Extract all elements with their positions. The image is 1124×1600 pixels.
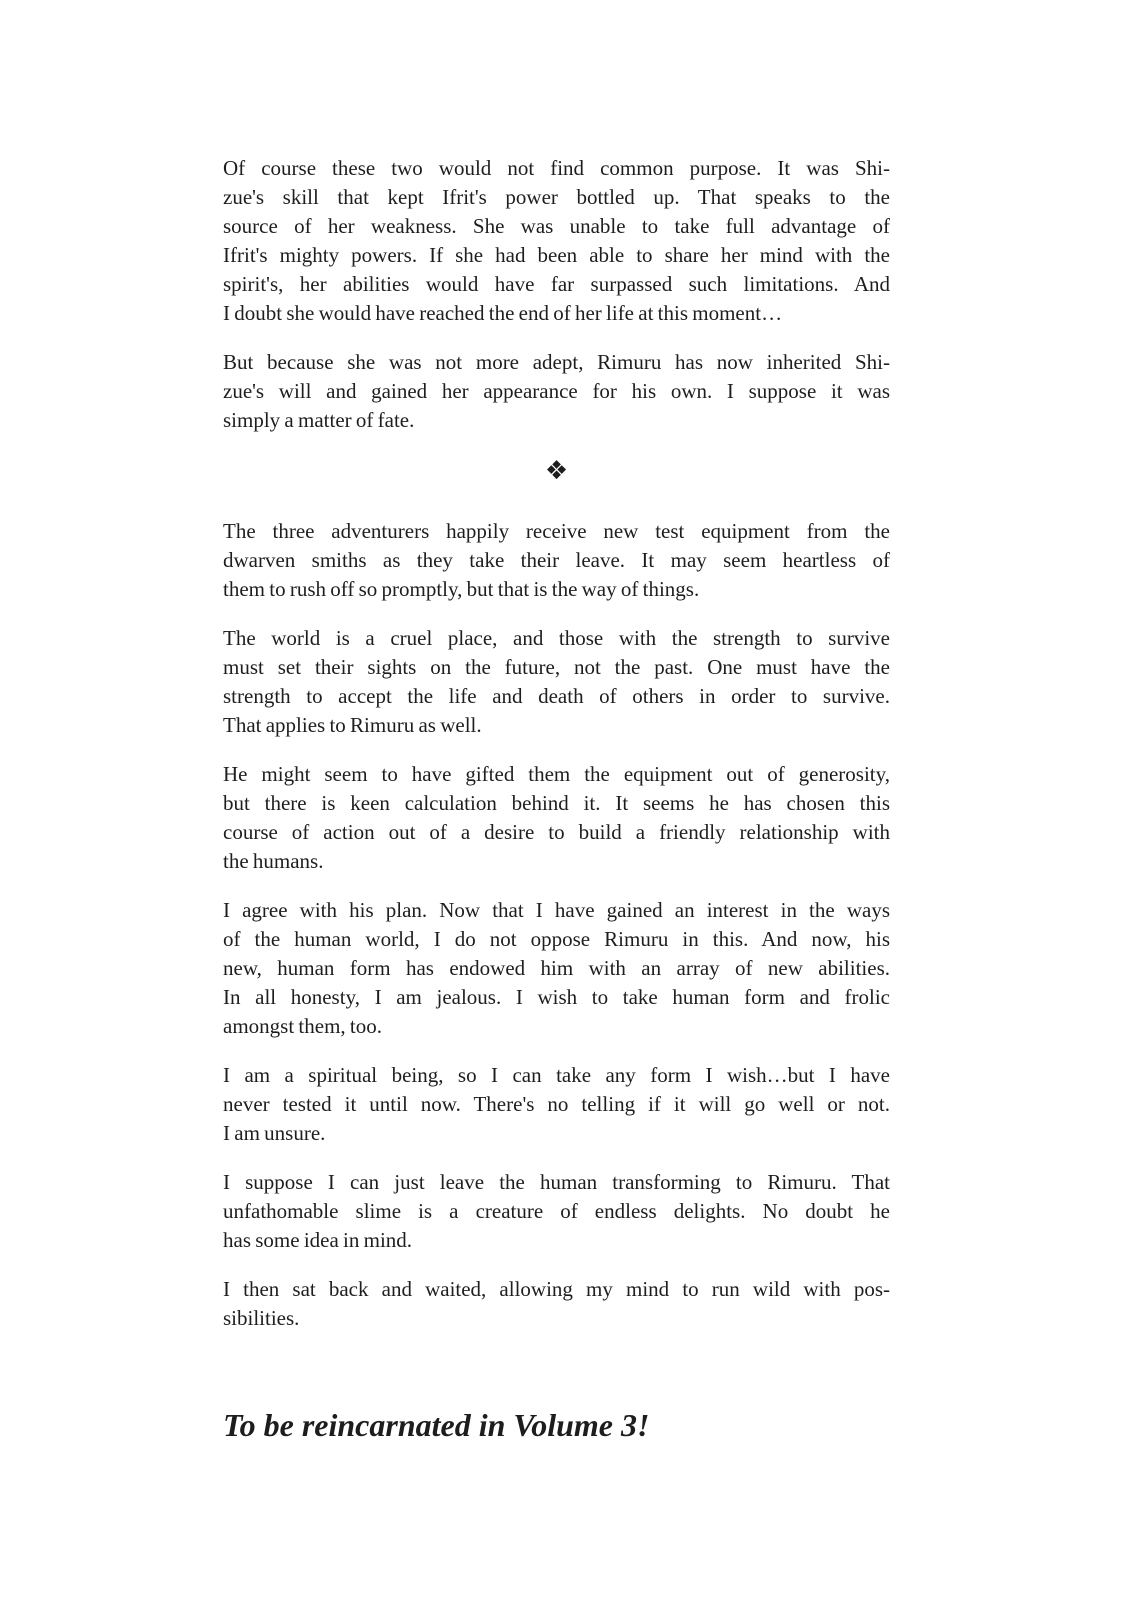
text-column <box>223 154 890 1443</box>
paragraph-line: of the human world, I do not oppose Rimuru in this. And now, his <box>223 927 890 951</box>
paragraph-line: In all honesty, I am jealous. I wish to take human form and frolic <box>223 985 890 1009</box>
paragraph-line: spirit's, her abilities would have far surpassed such limitations. And <box>223 272 890 296</box>
paragraph-line: I am unsure. <box>223 1121 326 1145</box>
paragraph-line: I am a spiritual being, so I can take any form I wish…but I have <box>223 1063 890 1087</box>
paragraph-line: sibilities. <box>223 1306 300 1330</box>
paragraph-line: source of her weakness. She was unable to take full advantage of <box>223 214 890 238</box>
paragraph <box>223 348 890 435</box>
paragraph-line: them to rush off so promptly, but that is the way of things. <box>223 577 700 601</box>
paragraph-line: but there is keen calculation behind it. It seems he has chosen this <box>223 791 890 815</box>
paragraph-line: must set their sights on the future, not the past. One must have the <box>223 655 890 679</box>
paragraph-line: simply a matter of fate. <box>223 408 415 432</box>
paragraph-line: Of course these two would not find common purpose. It was Shi- <box>223 156 890 180</box>
paragraph-line: I suppose I can just leave the human transforming to Rimuru. That <box>223 1170 890 1194</box>
paragraph-line: He might seem to have gifted them the equipment out of generosity, <box>223 762 890 786</box>
paragraph <box>223 154 890 328</box>
paragraph-line: zue's skill that kept Ifrit's power bottled up. That speaks to the <box>223 185 890 209</box>
paragraph-line: course of action out of a desire to build a friendly relationship with <box>223 820 890 844</box>
paragraph <box>223 517 890 604</box>
paragraph-line: dwarven smiths as they take their leave. It may seem heartless of <box>223 548 890 572</box>
paragraph-line: never tested it until now. There's no telling if it will go well or not. <box>223 1092 890 1116</box>
paragraph-line: I doubt she would have reached the end of her life at this moment… <box>223 301 783 325</box>
paragraph <box>223 624 890 740</box>
paragraph <box>223 760 890 876</box>
paragraph <box>223 1061 890 1148</box>
paragraph <box>223 896 890 1041</box>
paragraph-line: amongst them, too. <box>223 1014 382 1038</box>
paragraph-line: the humans. <box>223 849 324 873</box>
closing-line: To be reincarnated in Volume 3! <box>223 1407 650 1443</box>
paragraph-line: has some idea in mind. <box>223 1228 413 1252</box>
section-divider <box>223 457 890 487</box>
paragraph-line: The three adventurers happily receive new test equipment from the <box>223 519 890 543</box>
paragraph <box>223 1168 890 1255</box>
paragraph-line: The world is a cruel place, and those with the strength to survive <box>223 626 890 650</box>
paragraph-line: strength to accept the life and death of others in order to survive. <box>223 684 890 708</box>
paragraph-line: I agree with his plan. Now that I have gained an interest in the ways <box>223 898 890 922</box>
paragraph-line: unfathomable slime is a creature of endless delights. No doubt he <box>223 1199 890 1223</box>
paragraph-line: But because she was not more adept, Rimuru has now inherited Shi- <box>223 350 890 374</box>
paragraph-line: zue's will and gained her appearance for his own. I suppose it was <box>223 379 890 403</box>
paragraph <box>223 1275 890 1333</box>
fleuron-icon: ❖ <box>544 456 569 486</box>
paragraph-line: That applies to Rimuru as well. <box>223 713 482 737</box>
paragraph-line: Ifrit's mighty powers. If she had been able to share her mind with the <box>223 243 890 267</box>
paragraph-line: new, human form has endowed him with an array of new abilities. <box>223 956 890 980</box>
paragraph-line: I then sat back and waited, allowing my mind to run wild with pos- <box>223 1277 890 1301</box>
